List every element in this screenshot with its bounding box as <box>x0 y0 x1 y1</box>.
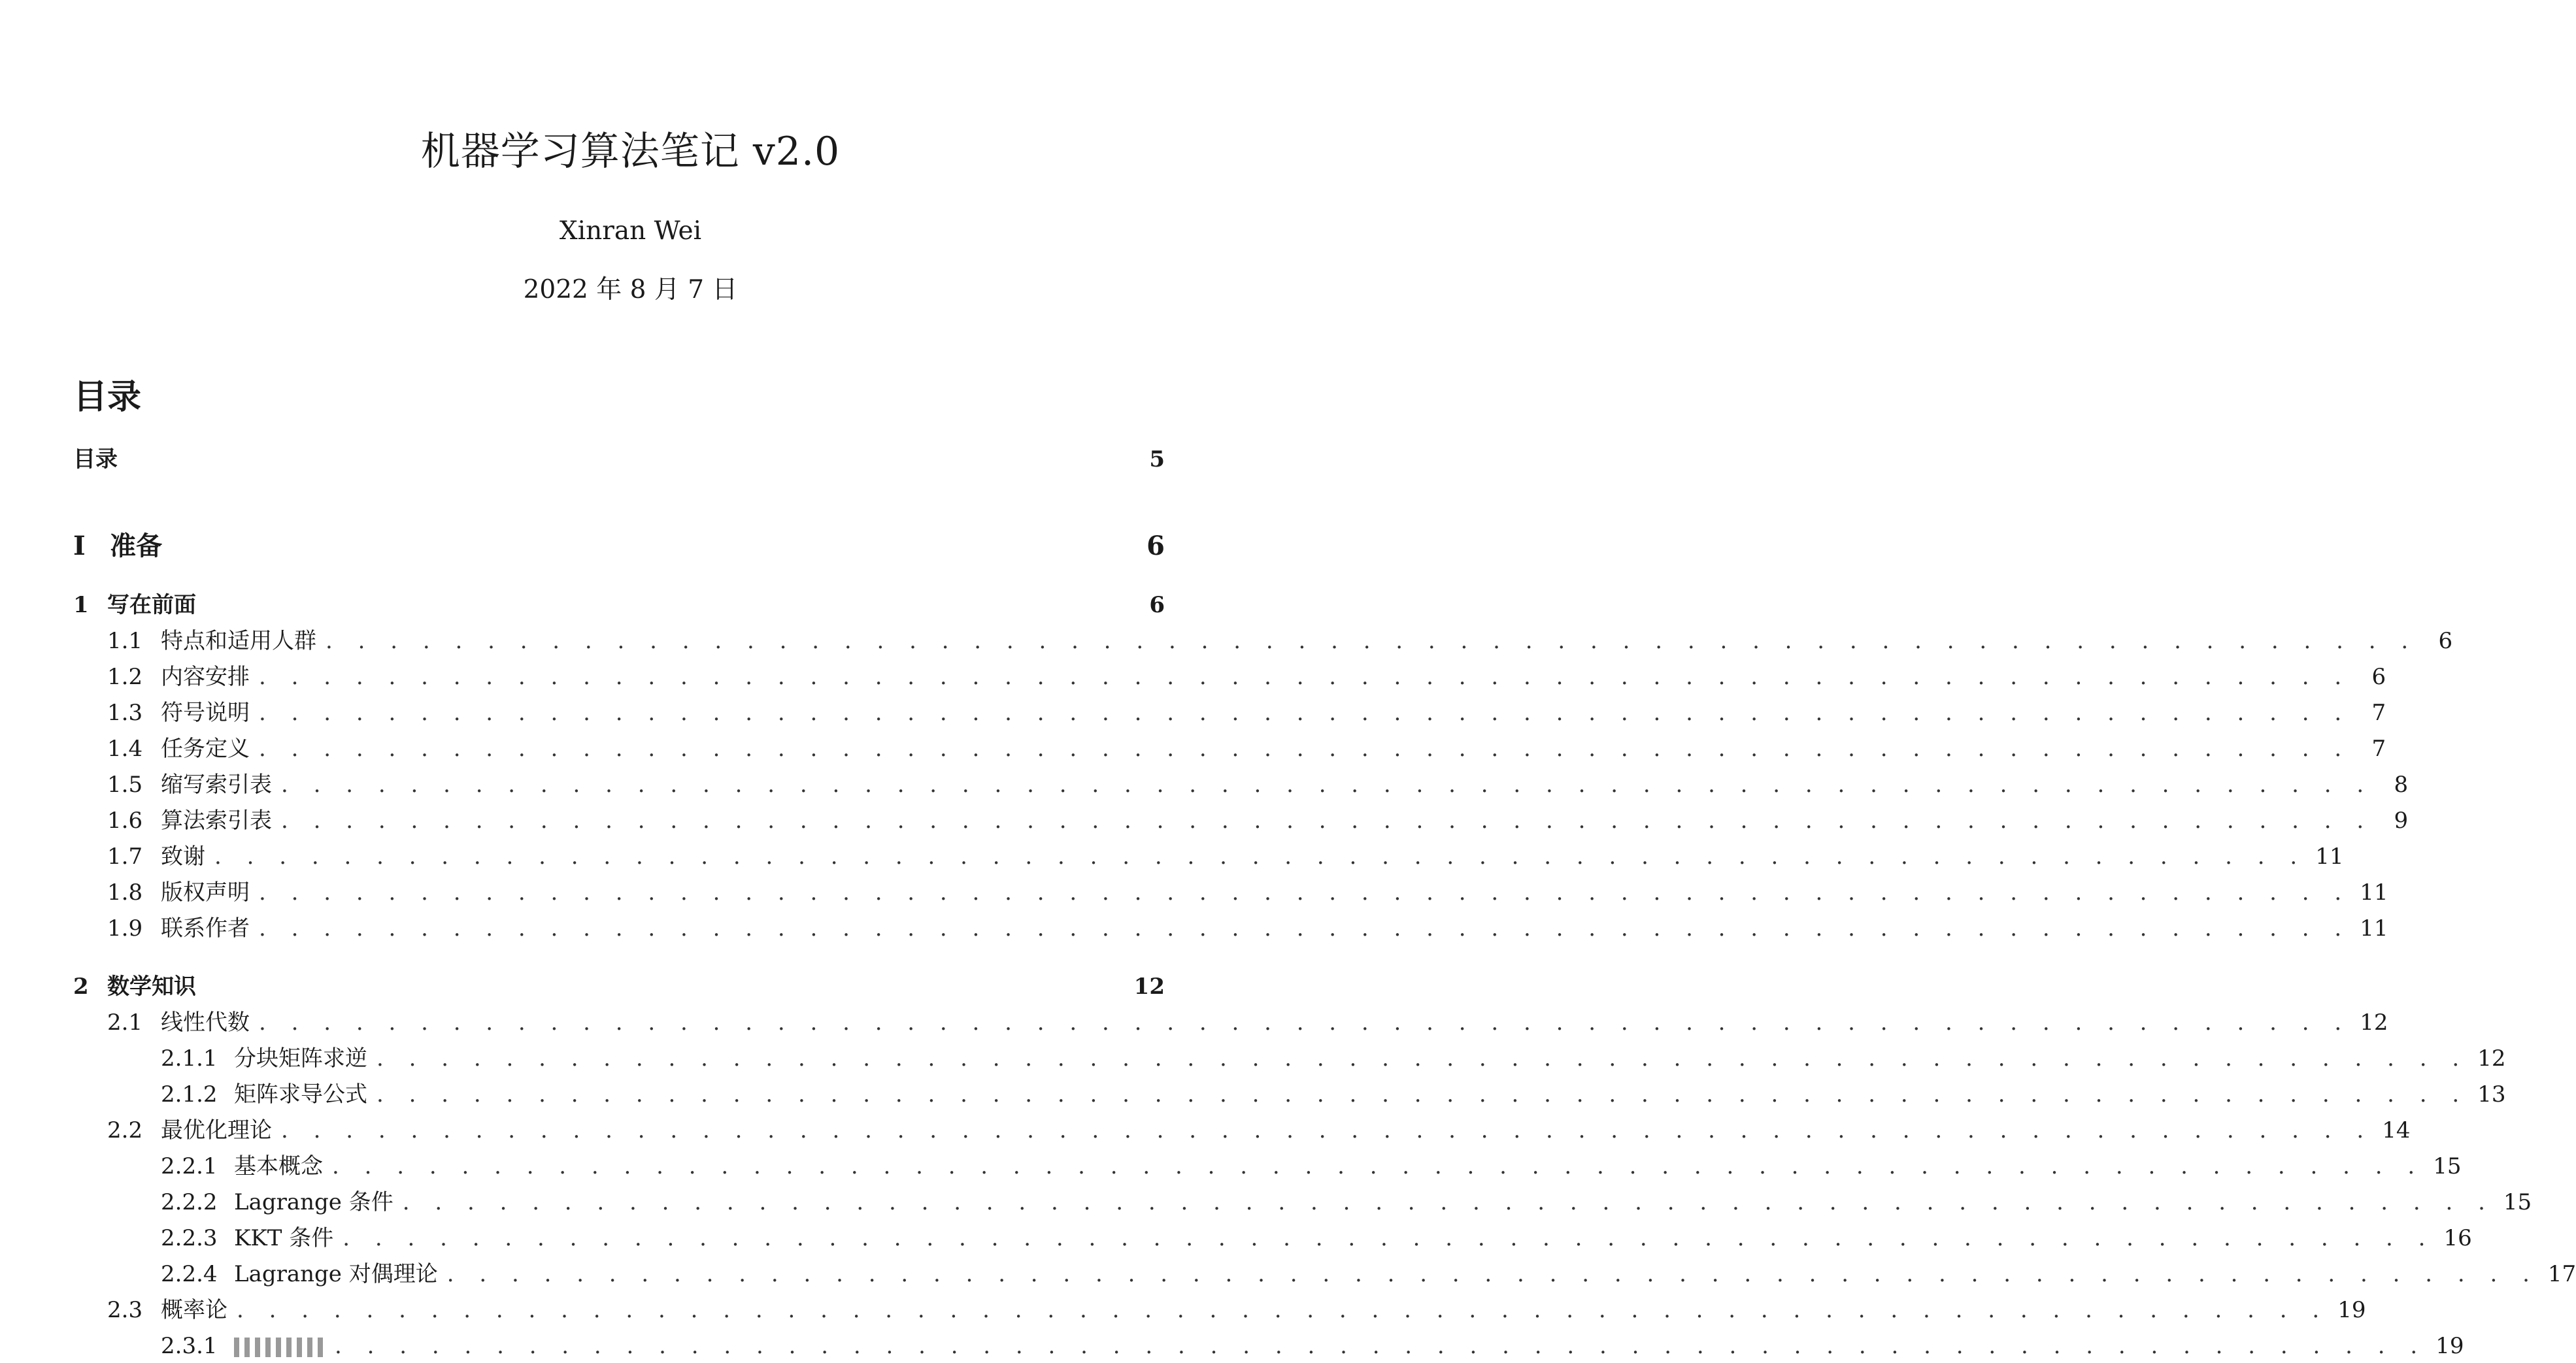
toc-subsection-page: 15 <box>2433 1153 2462 1179</box>
toc-chapter-label: 写在前面 <box>107 592 196 618</box>
toc-subsection-label: KKT 条件 <box>234 1225 334 1251</box>
toc-subsection-number: 2.2.3 <box>161 1225 218 1251</box>
toc-section-page: 11 <box>2360 915 2388 942</box>
toc-section-1-8[interactable] <box>73 879 2388 906</box>
toc-leader: . . . . . . . . . . . . . . . . . . . . . . . . . . . . . . . . . . . . . . . . . . . . . . . . . . . . . . . . . . . . . . . . . <box>237 1297 2329 1323</box>
toc-subsection-number: 2.3.1 <box>161 1333 218 1359</box>
toc-section-1-9[interactable] <box>73 915 2388 942</box>
toc-entry-contents[interactable] <box>73 446 1165 472</box>
document-author: Xinran Wei <box>559 216 702 246</box>
toc-leader: . . . . . . . . . . . . . . . . . . . . . . . . . . . . . . . . . . . . . . . . . . . . . . . . . . . . . . . . . . . . . . . . . <box>281 1117 2373 1143</box>
toc-section-page: 14 <box>2382 1117 2411 1143</box>
toc-chapter-page: 12 <box>1133 974 1165 1000</box>
toc-subsection-page: 15 <box>2503 1189 2532 1215</box>
toc-subsection-page: 13 <box>2477 1081 2506 1108</box>
toc-section-1-1[interactable] <box>73 628 2453 654</box>
toc-subsection-2-2-1[interactable] <box>73 1153 2462 1179</box>
toc-section-2-3[interactable] <box>73 1297 2366 1323</box>
toc-section-number: 1.7 <box>107 844 143 870</box>
toc-section-label: 线性代数 <box>161 1010 250 1036</box>
toc-subsection-2-2-3[interactable] <box>73 1225 2472 1251</box>
toc-leader: . . . . . . . . . . . . . . . . . . . . . . . . . . . . . . . . . . . . . . . . . . . . . . . . . . . . . . . . . . . . . . . . . <box>259 915 2351 942</box>
toc-part-number: I <box>73 531 86 561</box>
toc-subsection-label: Lagrange 条件 <box>234 1189 393 1215</box>
toc-section-page: 11 <box>2315 844 2344 870</box>
toc-section-number: 1.6 <box>107 808 143 834</box>
toc-subsection-label-obscured <box>234 1333 326 1359</box>
toc-section-page: 9 <box>2394 808 2409 834</box>
toc-leader: . . . . . . . . . . . . . . . . . . . . . . . . . . . . . . . . . . . . . . . . . . . . . . . . . . . . . . . . . . . . . . . . . <box>343 1225 2435 1251</box>
toc-chapter-1[interactable] <box>73 592 1165 618</box>
toc-section-label: 最优化理论 <box>161 1117 272 1143</box>
toc-subsection-page: 19 <box>2435 1333 2464 1359</box>
toc-section-label: 版权声明 <box>161 879 250 906</box>
obscured-text <box>234 1338 326 1357</box>
toc-leader: . . . . . . . . . . . . . . . . . . . . . . . . . . . . . . . . . . . . . . . . . . . . . . . . . . . . . . . . . . . . . . . . . <box>281 772 2373 798</box>
toc-section-page: 7 <box>2371 736 2386 762</box>
toc-section-1-6[interactable] <box>73 808 2409 834</box>
toc-section-page: 6 <box>2438 628 2453 654</box>
toc-section-1-5[interactable] <box>73 772 2409 798</box>
toc-section-page: 11 <box>2360 879 2388 906</box>
toc-section-1-2[interactable] <box>73 664 2386 690</box>
toc-subsection-label: 基本概念 <box>234 1153 323 1179</box>
toc-part-page: 6 <box>1146 531 1165 561</box>
toc-section-label: 致谢 <box>161 844 205 870</box>
toc-section-page: 8 <box>2394 772 2409 798</box>
toc-leader: . . . . . . . . . . . . . . . . . . . . . . . . . . . . . . . . . . . . . . . . . . . . . . . . . . . . . . . . . . . . . . . . . <box>214 844 2307 870</box>
toc-section-1-3[interactable] <box>73 700 2386 726</box>
toc-subsection-number: 2.1.1 <box>161 1045 218 1072</box>
toc-subsection-number: 2.1.2 <box>161 1081 218 1108</box>
toc-section-label: 概率论 <box>161 1297 227 1323</box>
toc-entry-page: 5 <box>1149 446 1165 472</box>
toc-leader: . . . . . . . . . . . . . . . . . . . . . . . . . . . . . . . . . . . . . . . . . . . . . . . . . . . . . . . . . . . . . . . . . <box>259 700 2351 726</box>
document-date: 2022 年 8 月 7 日 <box>523 275 738 304</box>
toc-subsection-label: Lagrange 对偶理论 <box>234 1261 438 1287</box>
toc-section-number: 1.9 <box>107 915 143 942</box>
toc-subsection-page: 12 <box>2477 1045 2506 1072</box>
toc-section-label: 缩写索引表 <box>161 772 272 798</box>
toc-leader: . . . . . . . . . . . . . . . . . . . . . . . . . . . . . . . . . . . . . . . . . . . . . . . . . . . . . . . . . . . . . . . . . <box>335 1333 2427 1359</box>
toc-leader: . . . . . . . . . . . . . . . . . . . . . . . . . . . . . . . . . . . . . . . . . . . . . . . . . . . . . . . . . . . . . . . . . <box>259 1010 2351 1036</box>
toc-section-page: 6 <box>2371 664 2386 690</box>
toc-subsection-2-2-4[interactable] <box>73 1261 2576 1287</box>
toc-subsection-2-3-1[interactable] <box>73 1333 2464 1359</box>
toc-subsection-number: 2.2.4 <box>161 1261 218 1287</box>
toc-part-label: 准备 <box>110 531 162 561</box>
toc-section-label: 算法索引表 <box>161 808 272 834</box>
toc-section-label: 联系作者 <box>161 915 250 942</box>
toc-section-number: 2.1 <box>107 1010 143 1036</box>
toc-section-label: 任务定义 <box>161 736 250 762</box>
toc-section-label: 特点和适用人群 <box>161 628 316 654</box>
toc-chapter-number: 2 <box>73 974 89 1000</box>
toc-heading: 目录 <box>73 377 142 417</box>
toc-chapter-label: 数学知识 <box>107 974 196 1000</box>
toc-subsection-label: 矩阵求导公式 <box>234 1081 367 1108</box>
toc-subsection-2-1-1[interactable] <box>73 1045 2506 1072</box>
toc-section-number: 1.5 <box>107 772 143 798</box>
toc-subsection-2-2-2[interactable] <box>73 1189 2532 1215</box>
toc-entry-label: 目录 <box>73 446 118 472</box>
toc-section-number: 2.3 <box>107 1297 143 1323</box>
toc-subsection-page: 16 <box>2443 1225 2472 1251</box>
toc-section-label: 内容安排 <box>161 664 250 690</box>
toc-chapter-2[interactable] <box>73 974 1165 1000</box>
toc-section-2-2[interactable] <box>73 1117 2411 1143</box>
toc-section-number: 2.2 <box>107 1117 143 1143</box>
document-title: 机器学习算法笔记 v2.0 <box>420 129 841 174</box>
toc-section-1-7[interactable] <box>73 844 2344 870</box>
toc-section-number: 1.3 <box>107 700 143 726</box>
toc-subsection-page: 17 <box>2547 1261 2576 1287</box>
toc-leader: . . . . . . . . . . . . . . . . . . . . . . . . . . . . . . . . . . . . . . . . . . . . . . . . . . . . . . . . . . . . . . . . . <box>332 1153 2424 1179</box>
toc-section-2-1[interactable] <box>73 1010 2388 1036</box>
toc-subsection-number: 2.2.2 <box>161 1189 218 1215</box>
toc-leader: . . . . . . . . . . . . . . . . . . . . . . . . . . . . . . . . . . . . . . . . . . . . . . . . . . . . . . . . . . . . . . . . . <box>259 736 2351 762</box>
toc-leader: . . . . . . . . . . . . . . . . . . . . . . . . . . . . . . . . . . . . . . . . . . . . . . . . . . . . . . . . . . . . . . . . . <box>259 664 2351 690</box>
toc-section-number: 1.8 <box>107 879 143 906</box>
toc-leader: . . . . . . . . . . . . . . . . . . . . . . . . . . . . . . . . . . . . . . . . . . . . . . . . . . . . . . . . . . . . . . . . . <box>326 628 2418 654</box>
toc-section-page: 19 <box>2337 1297 2366 1323</box>
toc-leader: . . . . . . . . . . . . . . . . . . . . . . . . . . . . . . . . . . . . . . . . . . . . . . . . . . . . . . . . . . . . . . . . . <box>281 808 2373 834</box>
toc-section-number: 1.4 <box>107 736 143 762</box>
toc-leader: . . . . . . . . . . . . . . . . . . . . . . . . . . . . . . . . . . . . . . . . . . . . . . . . . . . . . . . . . . . . . . . . . <box>402 1189 2494 1215</box>
toc-section-page: 7 <box>2371 700 2386 726</box>
toc-chapter-number: 1 <box>73 592 89 618</box>
toc-chapter-page: 6 <box>1149 592 1165 618</box>
toc-section-1-4[interactable] <box>73 736 2386 762</box>
toc-leader: . . . . . . . . . . . . . . . . . . . . . . . . . . . . . . . . . . . . . . . . . . . . . . . . . . . . . . . . . . . . . . . . . <box>259 879 2351 906</box>
toc-subsection-number: 2.2.1 <box>161 1153 218 1179</box>
toc-section-label: 符号说明 <box>161 700 250 726</box>
toc-section-page: 12 <box>2360 1010 2388 1036</box>
toc-section-number: 1.2 <box>107 664 143 690</box>
toc-subsection-label: 分块矩阵求逆 <box>234 1045 367 1072</box>
toc-section-number: 1.1 <box>107 628 143 654</box>
toc-leader: . . . . . . . . . . . . . . . . . . . . . . . . . . . . . . . . . . . . . . . . . . . . . . . . . . . . . . . . . . . . . . . . . <box>376 1045 2469 1072</box>
toc-subsection-2-1-2[interactable] <box>73 1081 2506 1108</box>
toc-part-1[interactable] <box>73 531 1165 562</box>
toc-leader: . . . . . . . . . . . . . . . . . . . . . . . . . . . . . . . . . . . . . . . . . . . . . . . . . . . . . . . . . . . . . . . . . <box>376 1081 2469 1108</box>
toc-leader: . . . . . . . . . . . . . . . . . . . . . . . . . . . . . . . . . . . . . . . . . . . . . . . . . . . . . . . . . . . . . . . . . <box>446 1261 2539 1287</box>
